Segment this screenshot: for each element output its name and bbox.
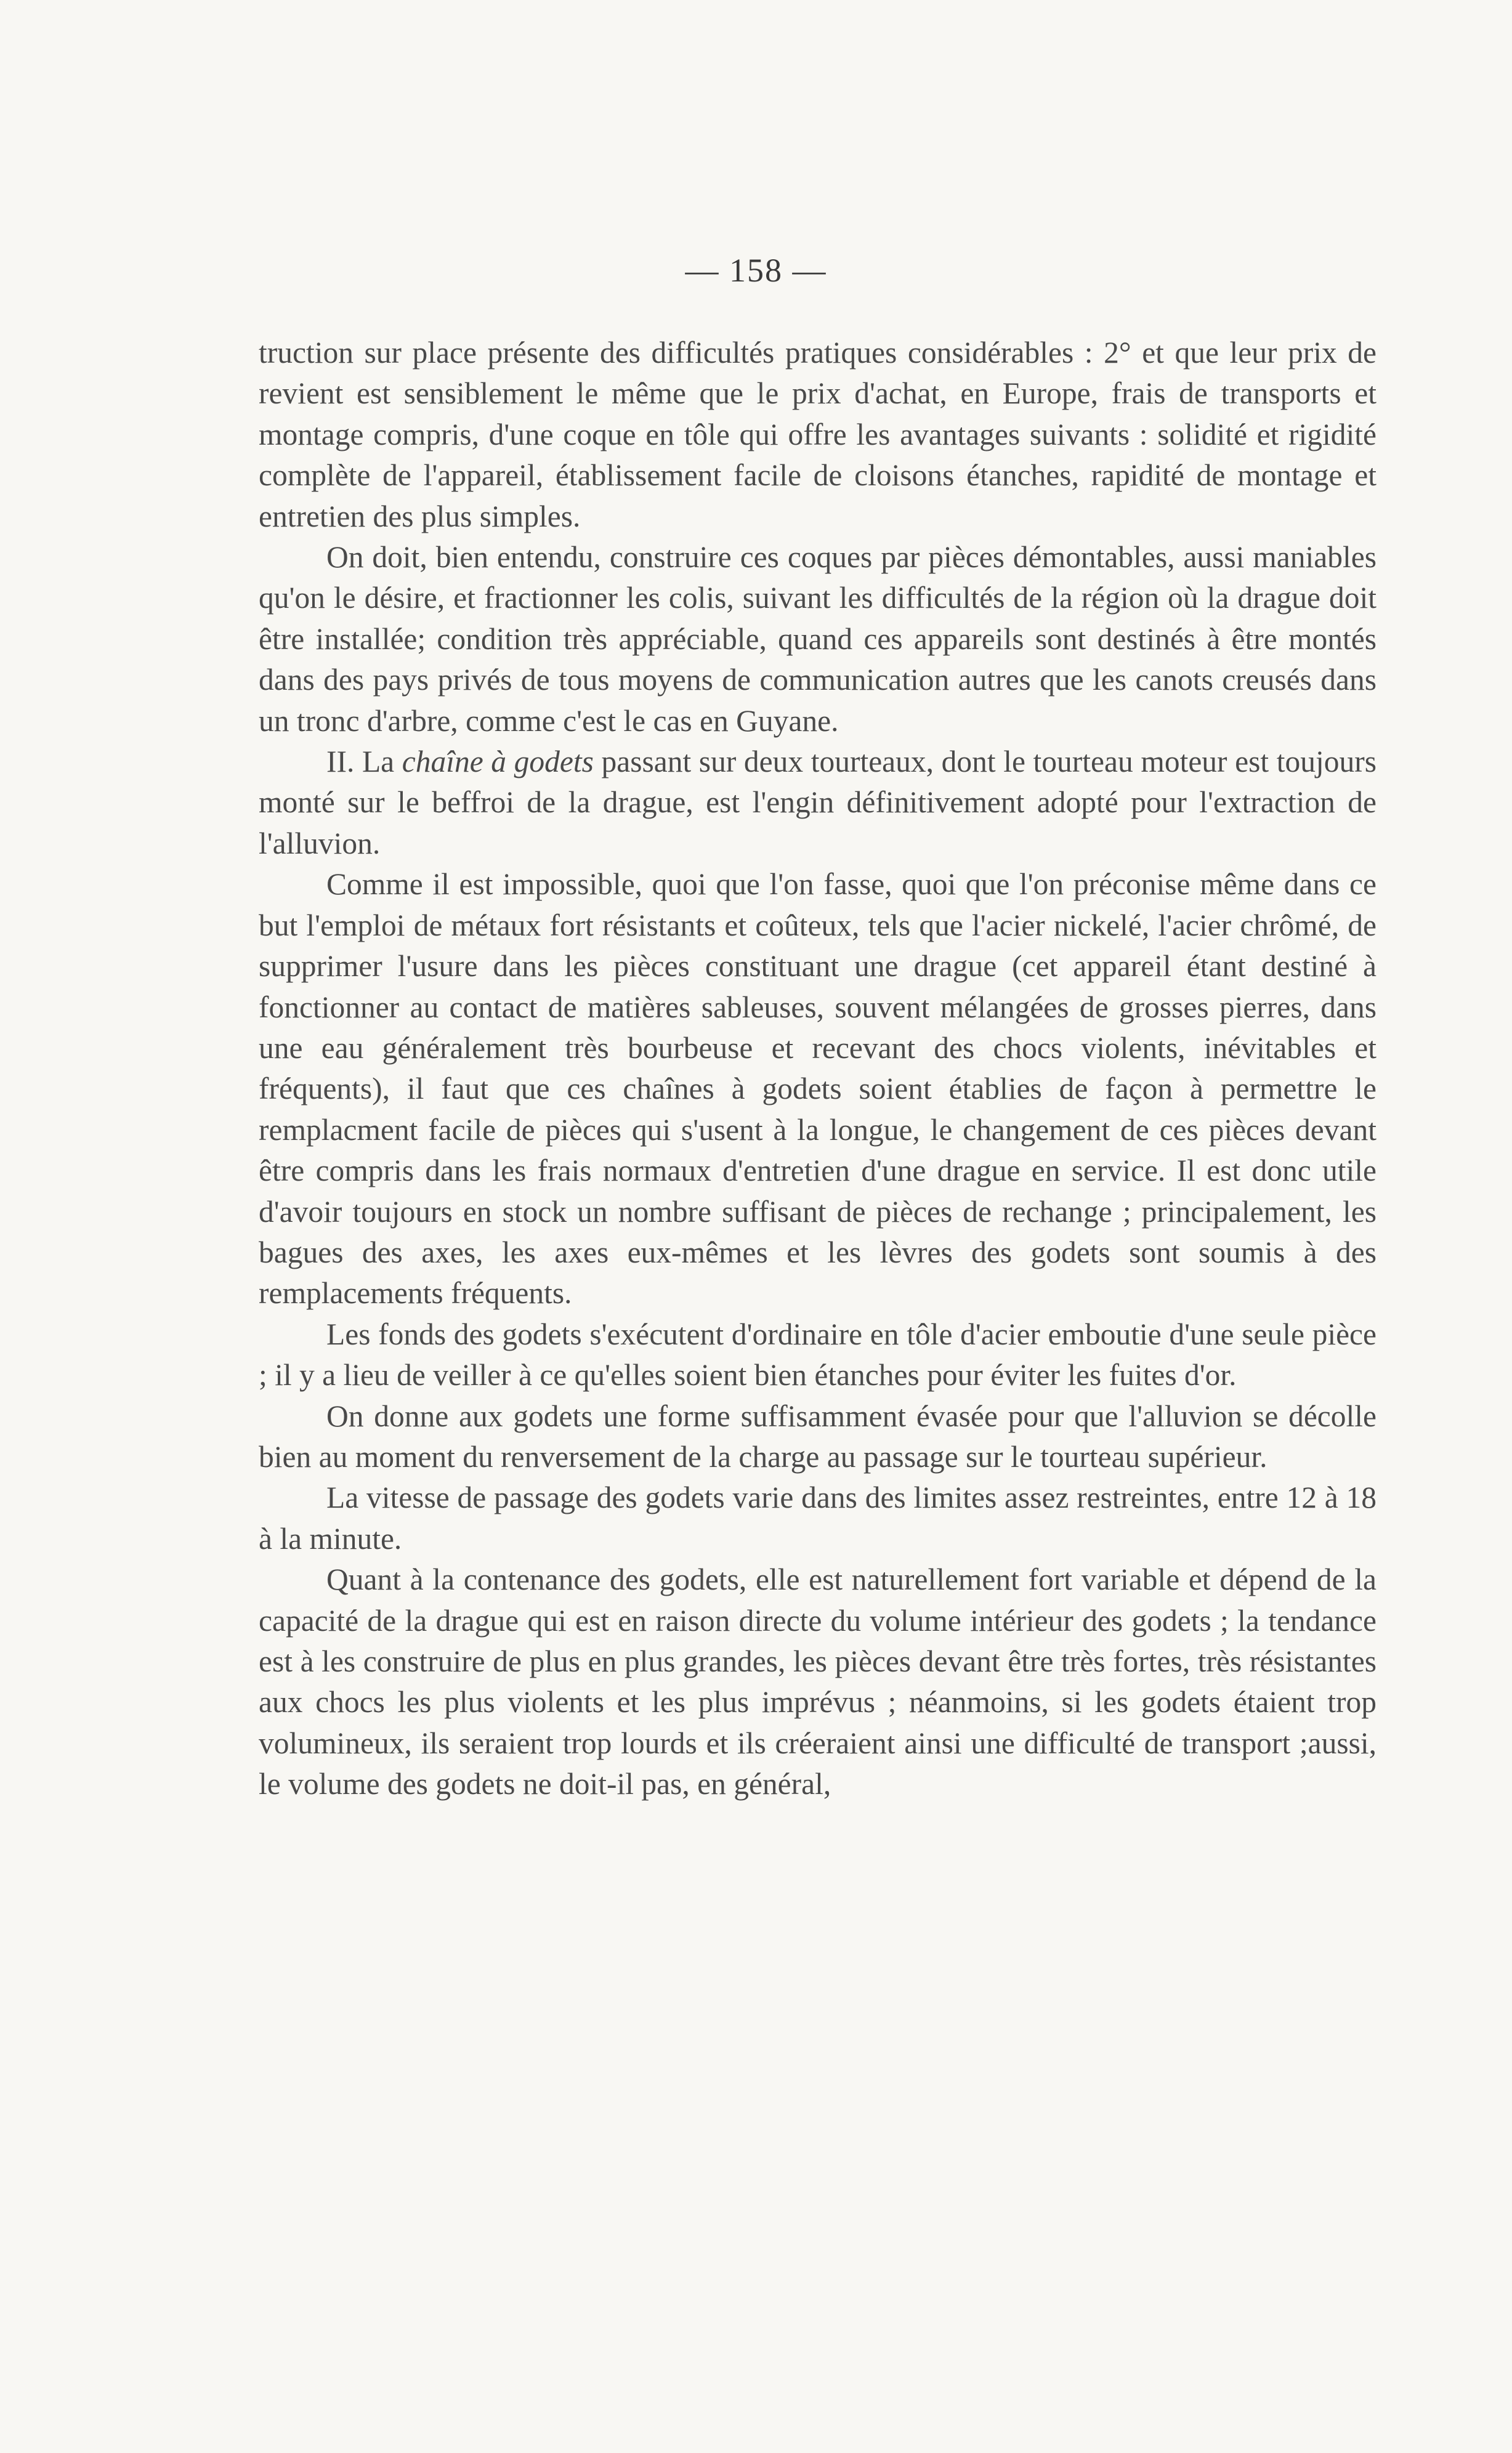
page-number: — 158 — — [685, 252, 827, 289]
paragraph-6: On donne aux godets une forme suffisamment évasée pour que l'alluvion se décolle bien au moment du renversement de la charge au passage sur le tourteau supérieur. — [259, 1399, 1377, 1474]
paragraph-5: Les fonds des godets s'exécutent d'ordinaire en tôle d'acier emboutie d'une seule pièce ; il y a lieu de veiller à ce qu'elles soient bien étanches pour éviter les fuites d'or. — [259, 1317, 1377, 1392]
paragraph-1: truction sur place présente des difficultés pratiques considérables : 2° et que leur prix de revient est sensiblement le même que le prix d'achat, en Europe, frais de transports et montage compris, d'une coque en tôle qui offre les avantages suivants : solidité et rigidité complète de l'appareil, établissement facile de cloisons étanches, rapidité de montage et entretien des plus simples. — [259, 336, 1377, 533]
paragraph-3-italic: chaîne à godets — [402, 745, 594, 779]
paragraph-7: La vitesse de passage des godets varie dans des limites assez restreintes, entre 12 à 18 à la minute. — [259, 1481, 1377, 1556]
paragraph-8: Quant à la contenance des godets, elle est naturellement fort variable et dépend de la capacité de la drague qui est en raison directe du volume intérieur des godets ; la tendance est à les construire de plus en plus grandes, les pièces devant être très fortes, très résistantes aux chocs les plus violents et les plus imprévus ; néanmoins, si les godets étaient trop volumineux, ils seraient trop lourds et ils créeraient ainsi une difficulté de transport ;aussi, le volume des godets ne doit-il pas, en général, — [259, 1562, 1377, 1801]
paragraph-4: Comme il est impossible, quoi que l'on fasse, quoi que l'on préconise même dans ce but l'emploi de métaux fort résistants et coûteux, tels que l'acier nickelé, l'acier chrômé, de supprimer l'usure dans les pièces constituant une drague (cet appareil étant destiné à fonctionner au contact de matières sableuses, souvent mélangées de grosses pierres, dans une eau généralement très bourbeuse et recevant des chocs violents, inévitables et fréquents), il faut que ces chaînes à godets soient établies de façon à permettre le remplacment facile de pièces qui s'usent à la longue, le changement de ces pièces devant être compris dans les frais normaux d'entretien d'une drague en service. Il est donc utile d'avoir toujours en stock un nombre suffisant de pièces de rechange ; principalement, les bagues des axes, les axes eux-mêmes et les lèvres des godets sont soumis à des remplacements fréquents. — [259, 867, 1377, 1311]
paragraph-3-prefix: II. La — [326, 745, 402, 779]
paragraph-3-text: passant sur deux tourteaux, dont le tourteau moteur est toujours monté sur le beffroi de la drague, est l'engin définitivement adopté pour l'extraction de l'alluvion. — [259, 745, 1377, 860]
paragraph-2: On doit, bien entendu, construire ces coques par pièces démontables, aussi maniables qu'on le désire, et fractionner les colis, suivant les difficultés de la région où la drague doit être installée; condition très appréciable, quand ces appareils sont destinés à être montés dans des pays privés de tous moyens de communication autres que les canots creusés dans un tronc d'arbre, comme c'est le cas en Guyane. — [259, 540, 1377, 738]
paragraph-3 — [259, 742, 1377, 864]
body-text — [259, 333, 1377, 1805]
